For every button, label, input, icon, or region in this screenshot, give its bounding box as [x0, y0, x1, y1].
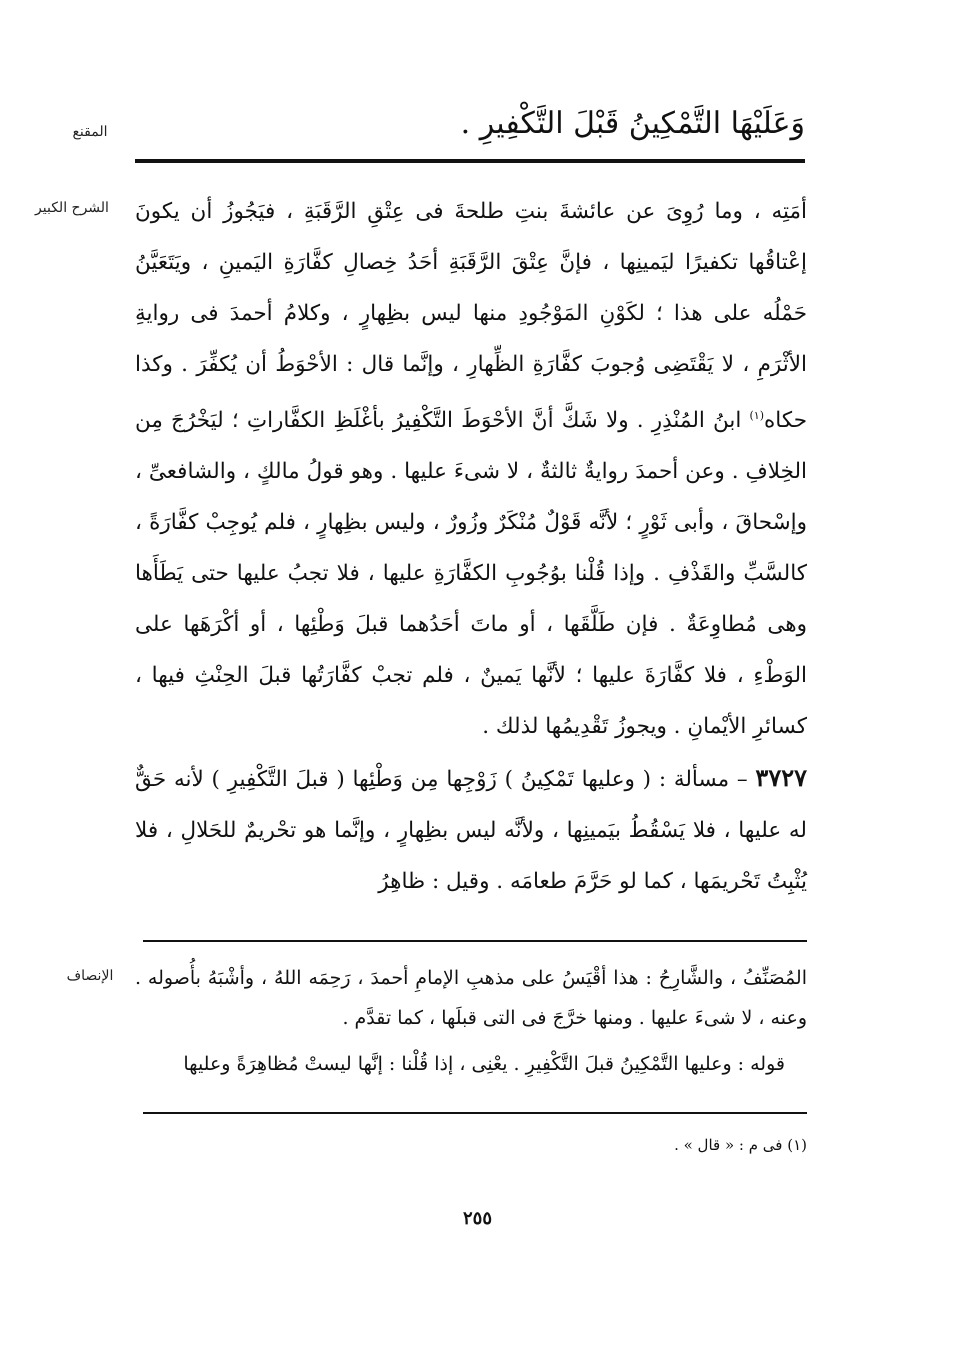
paragraph-1-text: أمَتِه ، وما رُوِىَ عن عائشةَ بنتِ طلحةَ فى عِتْقِ الرَّقَبَةِ ، فيَجُوزُ أن يكونَ إعْتاقُها تكفيرًا ليَمينِها ، فإنَّ عِتْقَ الرَّقَبَةِ أحَدُ خِصالِ كفَّارَةِ اليَمينِ ، ويَتَعَيَّنُ حَمْلُه على هذا ؛ لكَوْنِ المَوْجُودِ منها ليس بظِهارٍ ، وكلامُ أحمدَ فى روايةِ الأثْرَمِ ، لا يَقْتَضِى وُجوبَ كفَّارَةِ الظِّهارِ ، وإنَّما قال : الأحْوَطُ أن يُكفِّرَ . وكذا حكاه: [135, 199, 807, 434]
paragraph-2-text: – مسألة : ( وعليها تَمْكِينُ ) زَوْجِها مِن وَطْئِها ( قبلَ التَّكْفِيرِ ) لأنه حَقٌّ له عليها ، فلا يَسْقُطُ بيَمينِها ، ولأنَّه ليس بظِهارٍ ، وإنَّما هو تحْريمٌ للحَلالِ ، فلا يُثْبِتُ تَحْريمَها ، كما لو حَرَّمَ طعامَه . وقيل : ظاهِرُ: [135, 767, 807, 895]
main-paragraph-2: [135, 752, 807, 907]
insaf-line-2: قوله : وعليها التَّمْكِينُ قبلَ التَّكْفِيرِ . يعْنِى ، إذا قُلْنا : إنَّها ليستْ مُظاهِرَةً وعليها: [183, 1053, 785, 1075]
main-side-label: الشرح الكبير: [35, 200, 109, 216]
header-rule: [135, 159, 805, 163]
footnote: (١) فى م : « قال » .: [674, 1136, 807, 1154]
insaf-side-label: الإنصاف: [66, 968, 114, 984]
main-text-body: [135, 186, 807, 907]
footnote-reference: (١): [749, 409, 765, 422]
page-number: ٢٥٥: [462, 1208, 492, 1229]
insaf-separator-rule: [143, 940, 807, 942]
main-paragraph-1: [135, 186, 807, 752]
page-header-title: وَعَلَيْهَا التَّمْكِينُ قَبْلَ التَّكْفِيرِ .: [460, 106, 805, 141]
insaf-text-body: [135, 958, 807, 1084]
insaf-line-1: المُصَنِّفُ ، والشَّارِحُ : هذا أقْيَسُ على مذهبِ الإمامِ أحمدَ ، رَحِمَه اللهُ ، وأشْبَهُ بأُصوله . وعنه ، لا شىءَ عليها . ومنها خرَّجَ فى التى قبلَها ، كما تقدَّم .: [135, 967, 807, 1029]
masala-number: ٣٧٢٧: [755, 763, 807, 793]
header-side-label: المقنع: [72, 124, 108, 140]
footnote-separator-rule: [143, 1112, 807, 1114]
paragraph-1-continuation: ابنُ المُنْذِرِ . ولا شَكَّ أنَّ الأحْوَطَ التَّكْفِيرُ بأغْلَظِ الكفَّاراتِ ؛ ليَخْرُجَ مِن الخِلافِ . وعن أحمدَ روايةٌ ثالثةٌ ، لا شىءَ عليها . وهو قولُ مالكٍ ، والشافعىِّ ، وإسْحاقَ ، وأبى ثَوْرٍ ؛ لأنَّه قَوْلٌ مُنْكَرٌ وزُورٌ ، وليس بظِهارٍ ، فلم يُوجِبْ كفَّارَةً ، كالسَّبِّ والقَذْفِ . وإذا قُلْنا بوُجُوبِ الكفَّارَةِ عليها ، فلا تجبُ عليها حتى يَطَأَها وهى مُطاوِعَةٌ . فإن طَلَّقَها ، أو ماتَ أحَدُهما قبلَ وَطْئِها ، أو أكْرَهَها على الوَطْءِ ، فلا كفَّارَةَ عليها ؛ لأنَّها يَمينٌ ، فلم تجبْ كفَّارَتُها قبلَ الحِنْثِ فيها ، كسائرِ الأيْمانِ . ويجوزُ تَقْدِيمُها لذلك .: [135, 408, 807, 740]
